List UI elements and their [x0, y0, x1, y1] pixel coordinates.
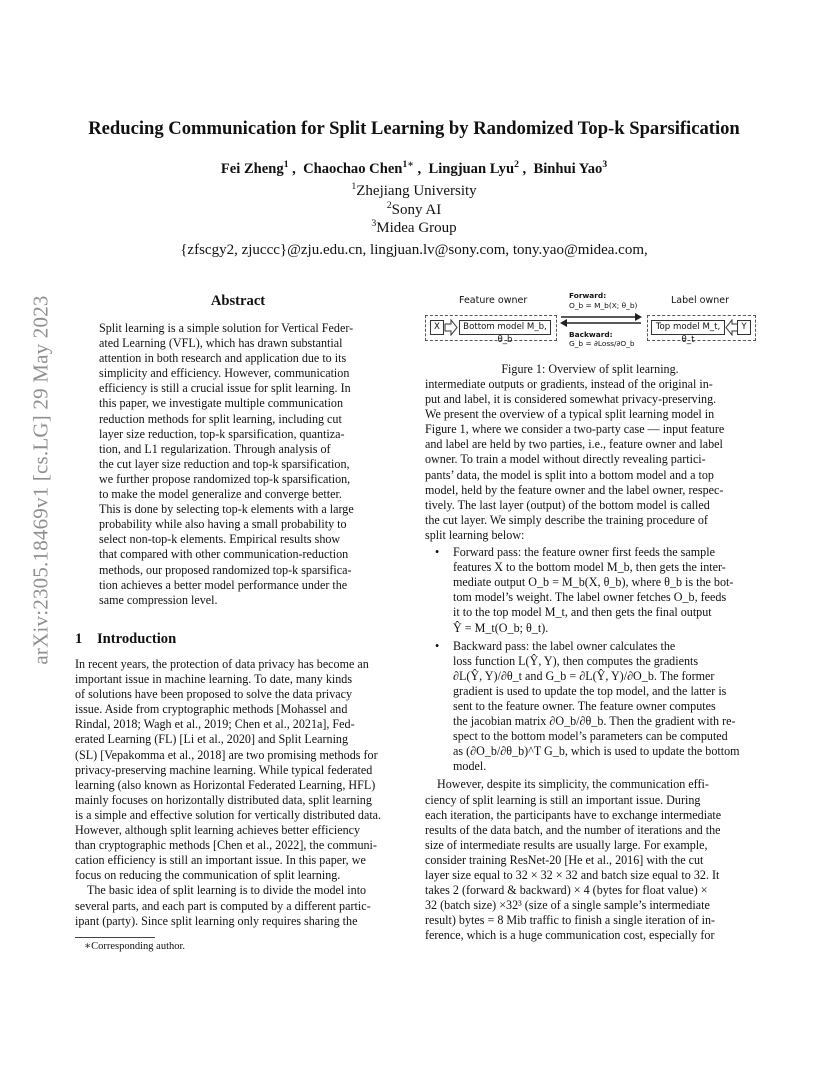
split-learning-figure	[425, 288, 755, 350]
intro-line: In recent years, the protection of data privacy has become an	[75, 657, 369, 671]
bullet-line: Ŷ = M_t(O_b; θ_t).	[453, 620, 549, 635]
author-emails: {zfscgy2, zjuccc}@zju.edu.cn, lingjuan.lv@sony.com, tony.yao@midea.com,	[180, 242, 648, 258]
author-affil-mark: 1∗	[402, 159, 414, 171]
body-line: However, despite its simplicity, the communication effi-	[437, 777, 709, 792]
list-item	[425, 639, 756, 775]
intro-line: than cryptographic methods [Chen et al., 2022], the communi-	[75, 838, 377, 853]
forward-equation: O_b = M_b(X; θ_b)	[569, 301, 638, 310]
author-name: Fei Zheng	[220, 161, 284, 177]
body-line: 32 (batch size) ×32³ (size of a single sample’s intermediate	[425, 898, 710, 913]
body-line: result) bytes = 8 Mib traffic to finish a single iteration of in-	[425, 913, 716, 928]
introduction-body	[75, 657, 404, 929]
bullet-line: loss function L(Ŷ, Y), then computes the gradients	[453, 653, 699, 668]
abstract-line: same compression level.	[99, 592, 218, 607]
abstract-line: attention in both research and application due to its	[99, 351, 347, 366]
bullet-line: features X to the bottom model M_b, then gets the inter-	[453, 560, 726, 575]
abstract-line: to make the model generalize and converge better.	[99, 487, 342, 502]
author-affil-mark: 3	[602, 159, 608, 171]
label-y-box: Y	[737, 320, 751, 335]
body-line: consider training ResNet-20 [He et al., 2016] with the cut	[425, 852, 704, 867]
abstract-heading: Abstract	[210, 293, 266, 309]
bullet-line: sent to the feature owner. The feature owner computes	[453, 698, 716, 713]
body-line: model, held by the feature owner and the label owner, respec-	[425, 482, 724, 497]
feature-arrow-icon	[444, 319, 458, 336]
intro-line: privacy-preserving machine learning. While typical federated	[75, 762, 373, 777]
section-heading	[75, 631, 176, 648]
abstract-body	[99, 321, 377, 608]
forward-label: Forward:	[569, 291, 607, 300]
affiliation-name: Sony AI	[391, 202, 442, 218]
intro-line: is a simple and effective solution for vertically distributed data.	[75, 807, 382, 822]
section-number: 1	[75, 631, 83, 647]
bullet-line: model.	[453, 759, 487, 774]
body-line: size of intermediate results are usually large. For example,	[425, 837, 708, 852]
affiliation-mark: 2	[386, 200, 392, 211]
affiliation-mark: 3	[371, 218, 377, 229]
figure-caption: Figure 1: Overview of split learning.	[501, 362, 679, 376]
abstract-line: layer size reduction, top-k sparsification, quantiza-	[99, 426, 345, 441]
intro-line: learning (also known as Horizontal Federated Learning, HFL)	[75, 777, 376, 792]
abstract-line: Split learning is a simple solution for Vertical Feder-	[99, 321, 354, 335]
author-name: Lingjuan Lyu	[428, 161, 515, 177]
body-line: layer size equal to 32 × 32 × 32 and batch size equal to 32. It	[425, 868, 720, 882]
affiliation-mark: 1	[351, 181, 357, 192]
bullet-line: the jacobian matrix ∂O_b/∂θ_b. Then the gradient with re-	[453, 714, 736, 729]
arxiv-identifier: arXiv:2305.18469v1 [cs.LG] 29 May 2023	[28, 294, 53, 665]
abstract-line: the cut layer size reduction and top-k sparsification,	[99, 456, 350, 471]
body-line: put and label, it is considered somewhat privacy-preserving.	[425, 392, 717, 407]
intro-line: ipant (party). Since split learning only requires sharing the	[75, 913, 358, 928]
body-line: intermediate outputs or gradients, instead of the original in-	[425, 377, 713, 391]
author-list: Fei Zheng$^1$ , Chaochao Chen$^{1∗}$ , Lingjuan Lyu$^2$ , Binhui Yao$^3$	[220, 159, 608, 177]
right-column-body	[425, 377, 756, 943]
body-line: split learning below:	[425, 527, 525, 542]
body-line: ference, which is a huge communication cost, especially for	[425, 928, 715, 943]
body-line: takes 2 (forward & backward) × 4 (bytes for float value) ×	[425, 883, 708, 898]
body-line: tively. The last layer (output) of the bottom model is called	[425, 497, 710, 512]
intro-line: erated Learning (FL) [Li et al., 2020] and Split Learning	[75, 732, 349, 747]
intro-line: The basic idea of split learning is to divide the model into	[87, 883, 367, 898]
author-name: Binhui Yao	[533, 161, 603, 177]
training-steps-list	[425, 545, 756, 774]
bullet-line: spect to the bottom model’s parameters can be computed	[453, 729, 728, 744]
intro-line: Rindal, 2018; Wagh et al., 2019; Chen et al., 2021a], Fed-	[75, 717, 355, 732]
body-line: We present the overview of a typical split learning model in	[425, 407, 715, 422]
feature-owner-label: Feature owner	[459, 295, 528, 306]
abstract-line: probability while also having a small probability to	[99, 517, 347, 532]
arxiv-sidebar	[22, 282, 60, 677]
label-owner-label: Label owner	[671, 295, 730, 306]
intro-line: (SL) [Vepakomma et al., 2018] are two promising methods for	[75, 747, 378, 762]
list-item	[425, 545, 756, 636]
bullet-line: gradient is used to update the top model, and the latter is	[453, 683, 727, 698]
bullet-line: tom model’s weight. The label owner fetches O_b, feeds	[453, 590, 727, 605]
abstract-line: efficiency is still a crucial issue for split learning. In	[99, 381, 351, 396]
backward-label: Backward:	[569, 330, 613, 339]
abstract-line: This is done by selecting top-k elements with a large	[99, 502, 354, 517]
body-line: the cut layer. We simply describe the training procedure of	[425, 512, 708, 527]
footnote-rule	[75, 937, 155, 938]
author-affil-mark: 2	[514, 159, 519, 171]
intro-line: However, although split learning achieves better efficiency	[75, 823, 361, 838]
bullet-line: ∂L(Ŷ, Y)/∂θ_t and G_b = ∂L(Ŷ, Y)/∂O_b. The former	[453, 668, 715, 683]
bullet-icon: •	[435, 545, 440, 560]
abstract-line: we further propose randomized top-k sparsification,	[99, 471, 351, 486]
intro-line: mainly focuses on horizontally distributed data, split learning	[75, 792, 372, 807]
intro-line: several parts, and each part is computed by a different partic-	[75, 898, 371, 913]
body-line: Figure 1, where we consider a two-party case — input feature	[425, 422, 725, 437]
intro-line: cation efficiency is still an important issue. In this paper, we	[75, 853, 366, 868]
backward-equation: G_b = ∂Loss/∂O_b	[569, 339, 635, 348]
abstract-line: that compared with other communication-reduction	[99, 547, 349, 562]
affiliation-name: Midea Group	[376, 220, 457, 236]
bullet-line: as (∂O_b/∂θ_b)^T G_b, which is used to update the bottom	[453, 744, 740, 759]
bottom-model-box: Bottom model M_b, θ_b	[459, 320, 551, 335]
input-x-box: X	[430, 320, 444, 335]
top-model-box: Top model M_t, θ_t	[651, 320, 725, 335]
abstract-line: select non-top-k elements. Empirical results show	[99, 532, 341, 547]
section-title: Introduction	[97, 631, 177, 647]
intro-line: important issue in machine learning. To date, many kinds	[75, 672, 353, 687]
exchange-arrows-icon	[559, 313, 643, 327]
author-affil-mark: 1	[283, 159, 289, 171]
paper-title: Reducing Communication for Split Learning by Randomized Top-k Sparsification	[88, 118, 740, 139]
body-line: each iteration, the participants have to exchange intermediate	[425, 807, 722, 822]
body-line: pants’ data, the model is split into a bottom model and a top	[425, 467, 714, 482]
abstract-line: tion achieves a better model performance under the	[99, 577, 348, 592]
abstract-line: tion, and L1 regularization. Through analysis of	[99, 441, 331, 456]
abstract-line: simplicity and efficiency. However, communication	[99, 366, 350, 381]
footnote: ∗Corresponding author.	[84, 941, 186, 952]
affiliation	[0, 220, 828, 237]
author-name: Chaochao Chen	[303, 161, 403, 177]
abstract-line: this paper, we investigate multiple communication	[99, 396, 344, 411]
bullet-icon: •	[435, 638, 440, 653]
intro-line: focus on reducing the communication of split learning.	[75, 868, 341, 883]
bullet-line: it to the top model M_t, and then gets the final output	[453, 605, 712, 620]
body-line: and label are held by two parties, i.e., feature owner and label	[425, 437, 723, 452]
affiliation	[0, 202, 828, 219]
abstract-line: reduction methods for split learning, including cut	[99, 411, 342, 426]
affiliation	[0, 183, 828, 200]
abstract-line: methods, our proposed randomized top-k sparsifica-	[99, 562, 352, 577]
abstract-line: ated Learning (VFL), which has drawn substantial	[99, 336, 343, 351]
affiliation-name: Zhejiang University	[356, 183, 477, 199]
intro-line: of solutions have been proposed to solve the data privacy	[75, 687, 353, 702]
body-line: results of the data batch, and the number of iterations and the	[425, 822, 721, 837]
body-line: owner. To train a model without directly revealing partici-	[425, 452, 706, 467]
bullet-line: Backward pass: the label owner calculates the	[453, 638, 676, 653]
bullet-line: Forward pass: the feature owner first feeds the sample	[453, 545, 715, 560]
bullet-line: mediate output O_b = M_b(X, θ_b), where θ_b is the bot-	[453, 575, 734, 590]
intro-line: issue. Aside from cryptographic methods [Mohassel and	[75, 702, 348, 717]
body-line: ciency of split learning is still an important issue. During	[425, 792, 701, 807]
